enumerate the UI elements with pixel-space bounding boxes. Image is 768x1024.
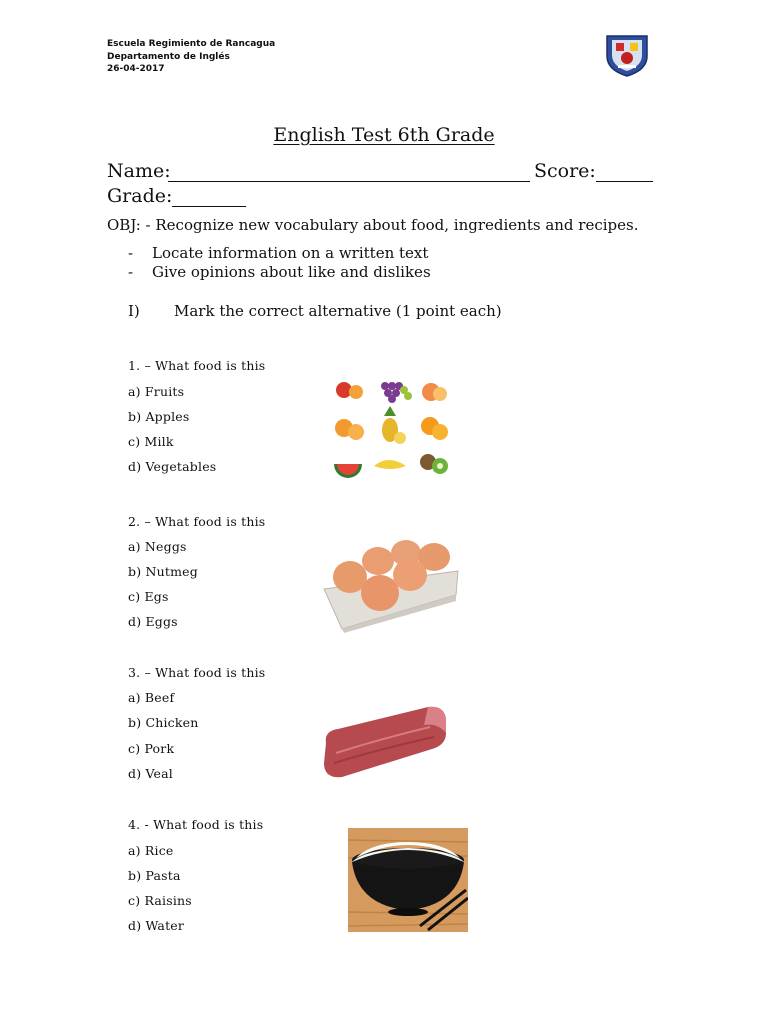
answer-option[interactable]: d) Veal [128, 766, 173, 781]
raw-meat-image [320, 703, 450, 779]
answer-option[interactable]: d) Water [128, 918, 185, 933]
answer-option[interactable]: b) Pasta [128, 868, 181, 883]
department-name: Departamento de Inglés [107, 51, 230, 62]
score-label: Score: [534, 160, 596, 182]
name-blank-line[interactable] [168, 181, 530, 182]
answer-option[interactable]: a) Beef [128, 690, 175, 705]
objective-item: - Locate information on a written text [128, 244, 429, 262]
fruits-grid-image [330, 374, 454, 482]
answer-option[interactable]: a) Rice [128, 843, 174, 858]
answer-option[interactable]: a) Fruits [128, 384, 185, 399]
school-header [107, 38, 275, 76]
school-crest-logo [604, 32, 650, 78]
grade-label: Grade: [107, 185, 173, 207]
question-prompt: 4. - What food is this [128, 817, 264, 832]
answer-option[interactable]: d) Eggs [128, 614, 178, 629]
name-label: Name: [107, 160, 171, 182]
objective-item: - Give opinions about like and dislikes [128, 263, 431, 281]
answer-option[interactable]: a) Neggs [128, 539, 187, 554]
answer-option[interactable]: c) Egs [128, 589, 169, 604]
answer-option[interactable]: c) Raisins [128, 893, 192, 908]
section-number: I) [128, 302, 140, 320]
grade-blank-line[interactable] [172, 206, 246, 207]
objective-lead: OBJ: - Recognize new vocabulary about food, ingredients and recipes. [107, 216, 639, 234]
test-date: 26-04-2017 [107, 64, 165, 74]
question-prompt: 3. – What food is this [128, 665, 266, 680]
section-instruction: Mark the correct alternative (1 point each) [174, 302, 502, 320]
answer-option[interactable]: d) Vegetables [128, 459, 217, 474]
rice-bowl-image [348, 828, 468, 932]
score-blank-line[interactable] [596, 181, 653, 182]
answer-option[interactable]: c) Pork [128, 741, 175, 756]
answer-option[interactable]: b) Chicken [128, 715, 199, 730]
test-title: English Test 6th Grade [273, 124, 495, 146]
question-prompt: 2. – What food is this [128, 514, 266, 529]
eggs-carton-image [320, 535, 462, 633]
answer-option[interactable]: b) Nutmeg [128, 564, 198, 579]
answer-option[interactable]: b) Apples [128, 409, 190, 424]
school-name: Escuela Regimiento de Rancagua [107, 39, 276, 49]
answer-option[interactable]: c) Milk [128, 434, 174, 449]
section-heading [128, 302, 502, 320]
question-prompt: 1. – What food is this [128, 358, 266, 373]
